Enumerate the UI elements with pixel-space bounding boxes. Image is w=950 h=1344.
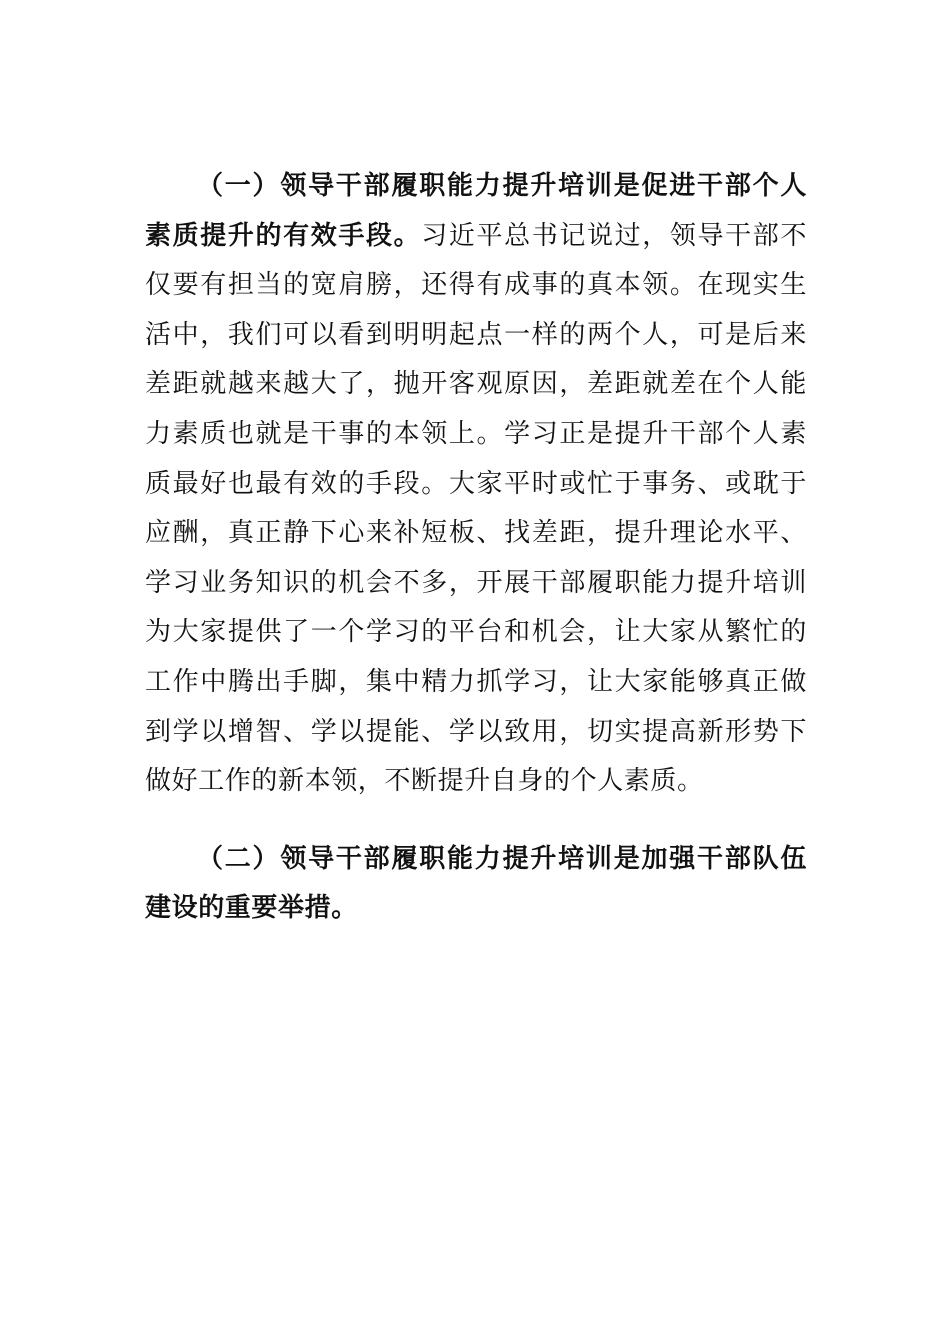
- paragraph-2: [145, 835, 807, 934]
- section-heading-2: （二）领导干部履职能力提升培训是加强干部队伍建设的重要举措。: [145, 843, 807, 924]
- section-heading-1: （一）领导干部履职能力提升培训是促进干部个人素质提升的有效手段。: [145, 171, 807, 251]
- paragraph-1: [145, 162, 807, 807]
- document-body: [145, 162, 807, 934]
- paragraph-1-text: 习近平总书记说过，领导干部不仅要有担当的宽肩膀，还得有成事的真本领。在现实生活中，我们可以看到明明起点一样的两个人，可是后来差距就越来越大了，抛开客观原因，差距就差在个人能力素质也就是干事的本领上。学习正是提升干部个人素质最好也最有效的手段。大家平时或忙于事务、或耽于应酬，真正静下心来补短板、找差距，提升理论水平、学习业务知识的机会不多，开展干部履职能力提升培训为大家提供了一个学习的平台和机会，让大家从繁忙的工作中腾出手脚，集中精力抓学习，让大家能够真正做到学以增智、学以提能、学以致用，切实提高新形势下做好工作的新本领，不断提升自身的个人素质。: [145, 220, 807, 797]
